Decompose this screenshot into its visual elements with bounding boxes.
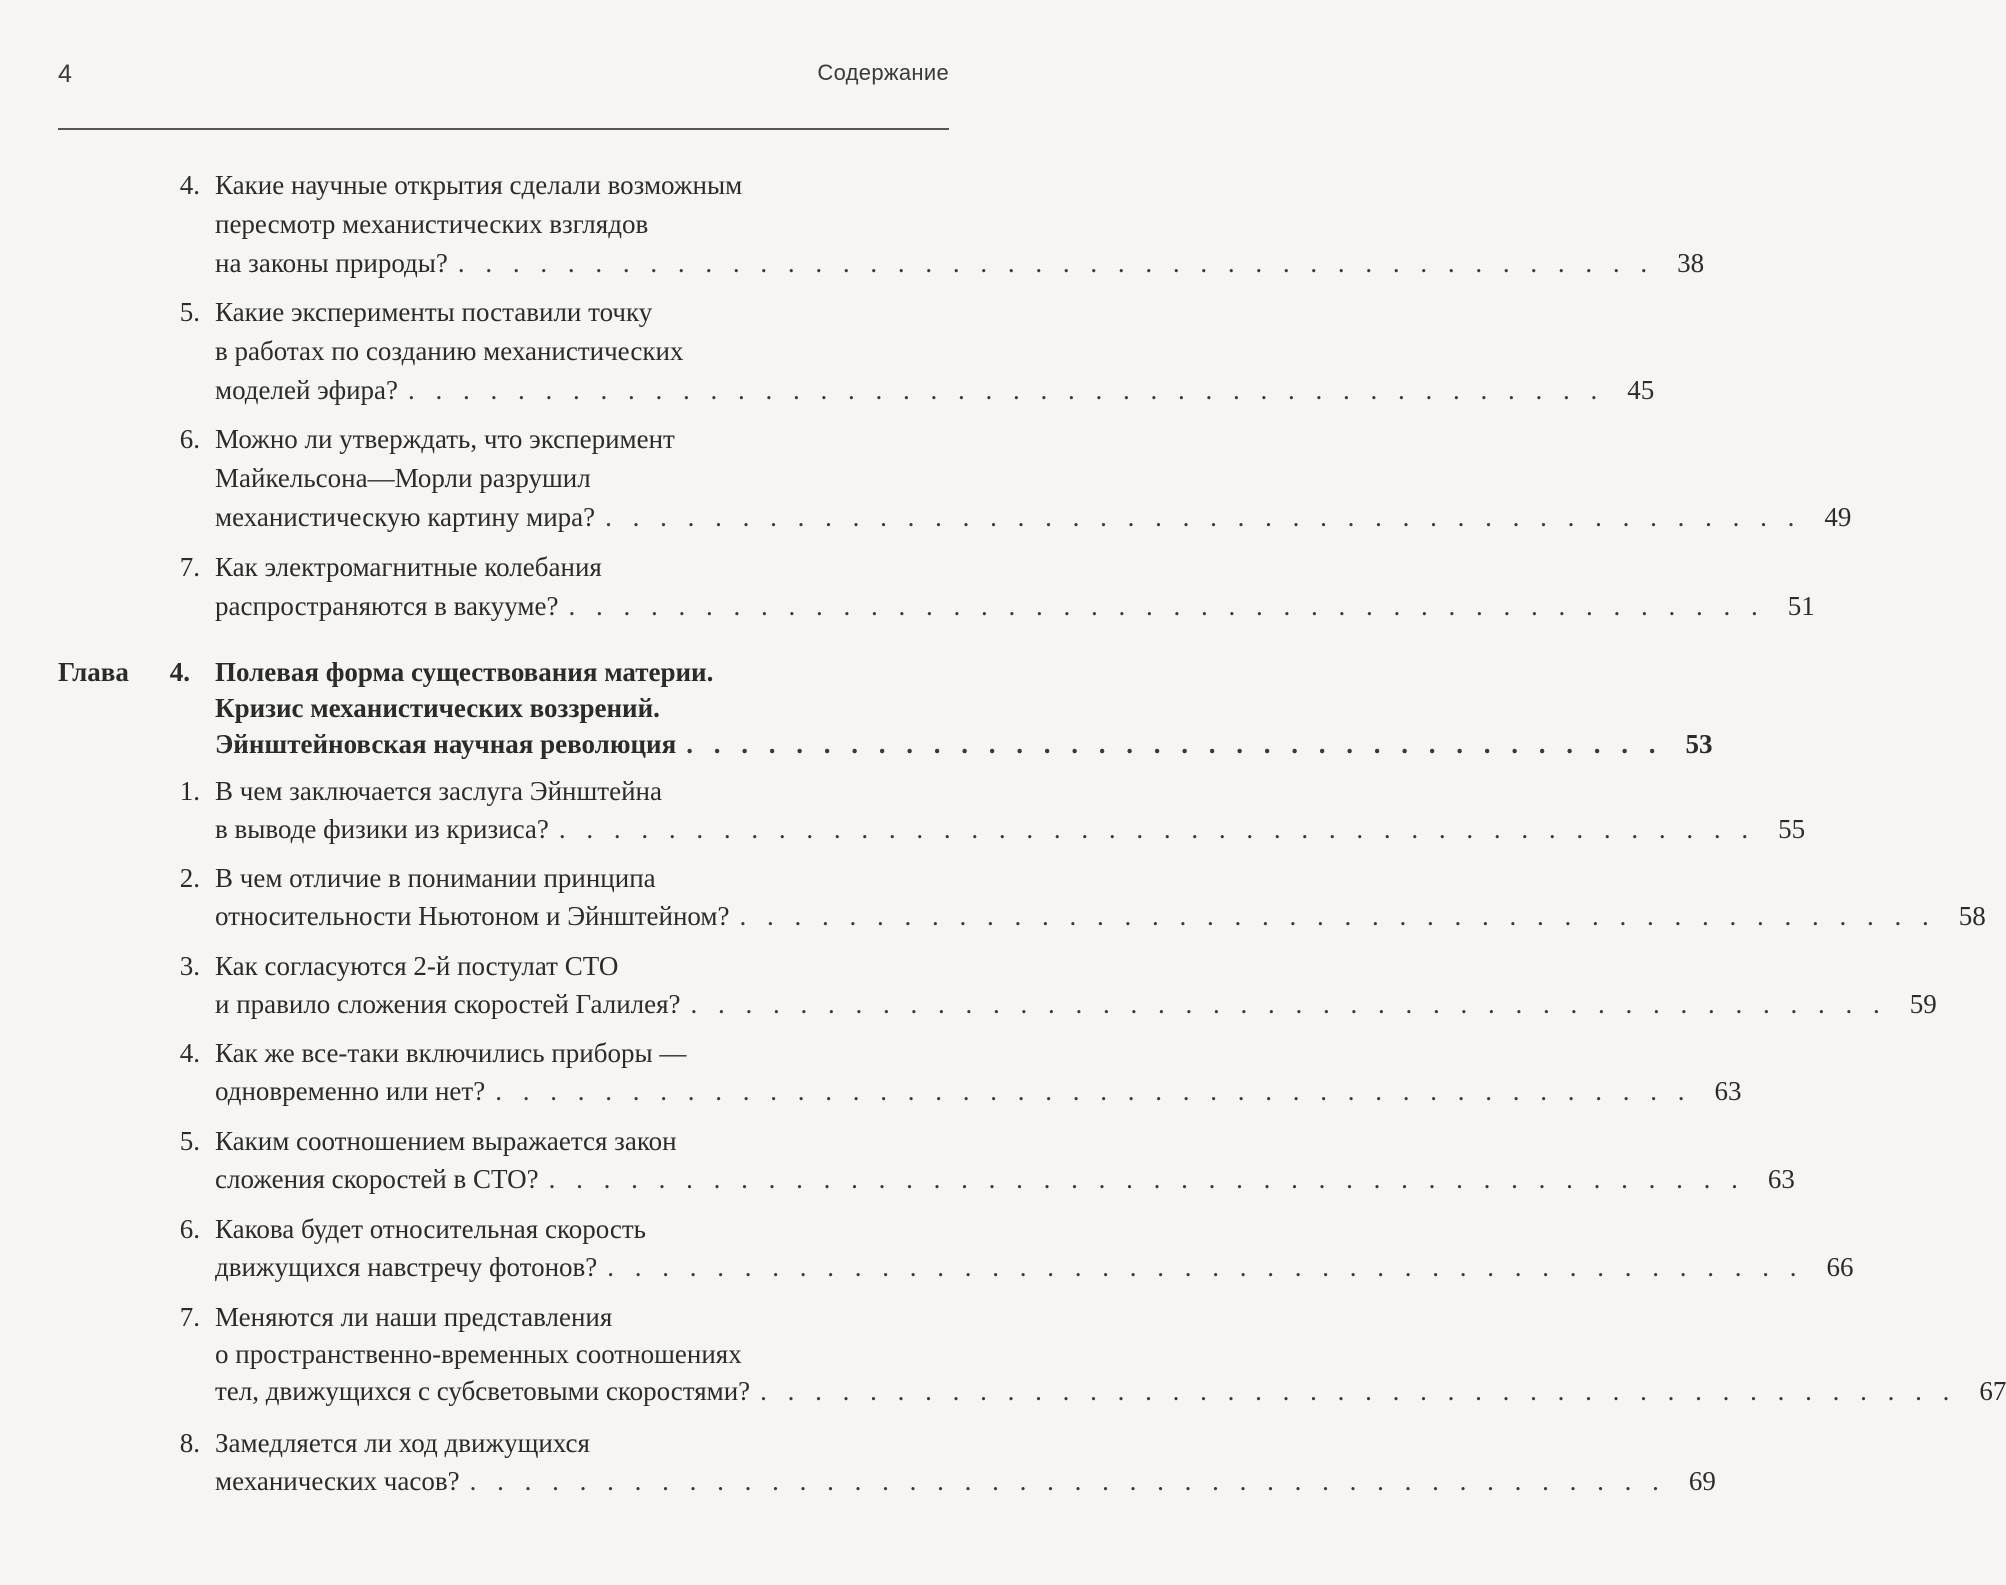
dot-leader: . . . . . . . . . . . . . . . . . . . . . . . . . . . . . . . . . . . . . . . . . . . . [558,814,1756,844]
entry-text-line: Майкельсона—Морли разрушил [215,463,591,493]
entry-text-line: В чем заключается заслуга Эйнштейна [215,776,662,806]
entry-text-line: Какова будет относительная скорость [215,1214,646,1244]
entry-text-line: механических часов? [215,1466,460,1496]
entry-last-line [215,1072,1742,1110]
dot-leader: . . . . . . . . . . . . . . . . . . . . . . . . . . . . . . . . . . . . . . . . . . . . [690,989,1887,1019]
entry-text-line: одновременно или нет? [215,1076,486,1106]
entry-last-line [215,810,1806,848]
entry-last-line [215,897,1986,935]
entry-last-line [215,587,1815,625]
entry-text-line: В чем отличие в понимании принципа [215,863,656,893]
entry-text-line: Как же все-таки включились приборы — [215,1038,687,1068]
entry-page-number: 66 [1826,1252,1854,1282]
entry-text-line: Можно ли утверждать, что эксперимент [215,424,675,454]
entry-text-line: распространяются в вакууме? [215,591,559,621]
entry-last-line [215,371,1655,409]
entry-number: 1. [179,776,200,806]
entry-text-line: моделей эфира? [215,375,399,405]
entry-page-number: 63 [1767,1164,1795,1194]
entry-number: 5. [179,1126,200,1156]
entry-page-number: 51 [1787,591,1815,621]
chapter-last-line [215,725,1713,763]
entry-last-line [215,985,1937,1023]
entry-number: 3. [179,951,200,981]
entry-text-line: Как электромагнитные колебания [215,552,602,582]
chapter-title-line: Эйнштейновская научная революция [215,729,677,759]
entry-number: 4. [179,1038,200,1068]
entry-text-line: относительности Ньютоном и Эйнштейном? [215,901,730,931]
entry-text-line: и правило сложения скоростей Галилея? [215,989,681,1019]
entry-page-number: 38 [1677,248,1705,278]
entry-page-number: 55 [1778,814,1806,844]
dot-leader: . . . . . . . . . . . . . . . . . . . . . . . . . . . . . . . . . . . . . . . . . . . . [760,1376,1957,1406]
entry-last-line [215,244,1705,282]
entry-number: 6. [179,1214,200,1244]
dot-leader: . . . . . . . . . . . . . . . . . . . . . . . . . . . . . . . . . . . . . . . . . . . . [568,591,1765,621]
entry-text-line: тел, движущихся с субсветовыми скоростями? [215,1376,751,1406]
entry-number: 2. [179,863,200,893]
dot-leader: . . . . . . . . . . . . . . . . . . . . . . . . . . . . . . . . . . . . . . . . . . . . [605,502,1802,532]
entry-number: 5. [179,297,200,327]
entry-number: 7. [179,1302,200,1332]
dot-leader: . . . . . . . . . . . . . . . . . . . . . . . . . . . . . . . . . . . . [686,729,1663,759]
chapter-title-line: Кризис механистических воззрений. [215,693,660,723]
entry-page-number: 67 [1979,1376,2006,1406]
dot-leader: . . . . . . . . . . . . . . . . . . . . . . . . . . . . . . . . . . . . . . . . . . . . [457,248,1655,278]
entry-text-line: Какие научные открытия сделали возможным [215,170,743,200]
entry-last-line [215,1248,1854,1286]
entry-number: 7. [179,552,200,582]
entry-text-line: механистическую картину мира? [215,502,596,532]
entry-text-line: Меняются ли наши представления [215,1302,613,1332]
entry-text-line: Какие эксперименты поставили точку [215,297,653,327]
page-number: 4 [58,60,72,88]
entry-text-line: о пространственно-временных соотношениях [215,1339,742,1369]
entry-text-line: на законы природы? [215,248,448,278]
entry-page-number: 45 [1627,375,1655,405]
entry-text-line: в выводе физики из кризиса? [215,814,549,844]
entry-text-line: сложения скоростей в СТО? [215,1164,539,1194]
entry-text-line: движущихся навстречу фотонов? [215,1252,598,1282]
chapter-page-number: 53 [1685,729,1713,759]
entry-text-line: пересмотр механистических взглядов [215,209,649,239]
entry-page-number: 49 [1824,502,1852,532]
entry-number: 8. [179,1428,200,1458]
entry-text-line: Замедляется ли ход движущихся [215,1428,590,1458]
chapter-number: 4. [169,657,190,687]
chapter-label: Глава [58,657,129,687]
entry-page-number: 59 [1909,989,1937,1019]
dot-leader: . . . . . . . . . . . . . . . . . . . . . . . . . . . . . . . . . . . . . . . . . . . . [495,1076,1692,1106]
dot-leader: . . . . . . . . . . . . . . . . . . . . . . . . . . . . . . . . . . . . . . . . . . . . [548,1164,1745,1194]
dot-leader: . . . . . . . . . . . . . . . . . . . . . . . . . . . . . . . . . . . . . . . . . . . . [607,1252,1804,1282]
entry-text-line: в работах по созданию механистических [215,336,684,366]
chapter-title-line: Полевая форма существования материи. [215,657,714,687]
entry-page-number: 63 [1714,1076,1742,1106]
entry-text-line: Каким соотношением выражается закон [215,1126,677,1156]
entry-page-number: 58 [1958,901,1986,931]
entry-last-line [215,1462,1716,1500]
entry-last-line [215,1160,1795,1198]
dot-leader: . . . . . . . . . . . . . . . . . . . . . . . . . . . . . . . . . . . . . . . . . . . . [408,375,1605,405]
entry-page-number: 69 [1688,1466,1716,1496]
entry-number: 4. [179,170,200,200]
entry-last-line [215,498,1852,536]
running-head: Содержание [817,60,949,85]
entry-text-line: Как согласуются 2-й постулат СТО [215,951,619,981]
entry-last-line [215,1372,2006,1410]
dot-leader: . . . . . . . . . . . . . . . . . . . . . . . . . . . . . . . . . . . . . . . . . . . . [739,901,1936,931]
entry-number: 6. [179,424,200,454]
dot-leader: . . . . . . . . . . . . . . . . . . . . . . . . . . . . . . . . . . . . . . . . . . . . [469,1466,1666,1496]
